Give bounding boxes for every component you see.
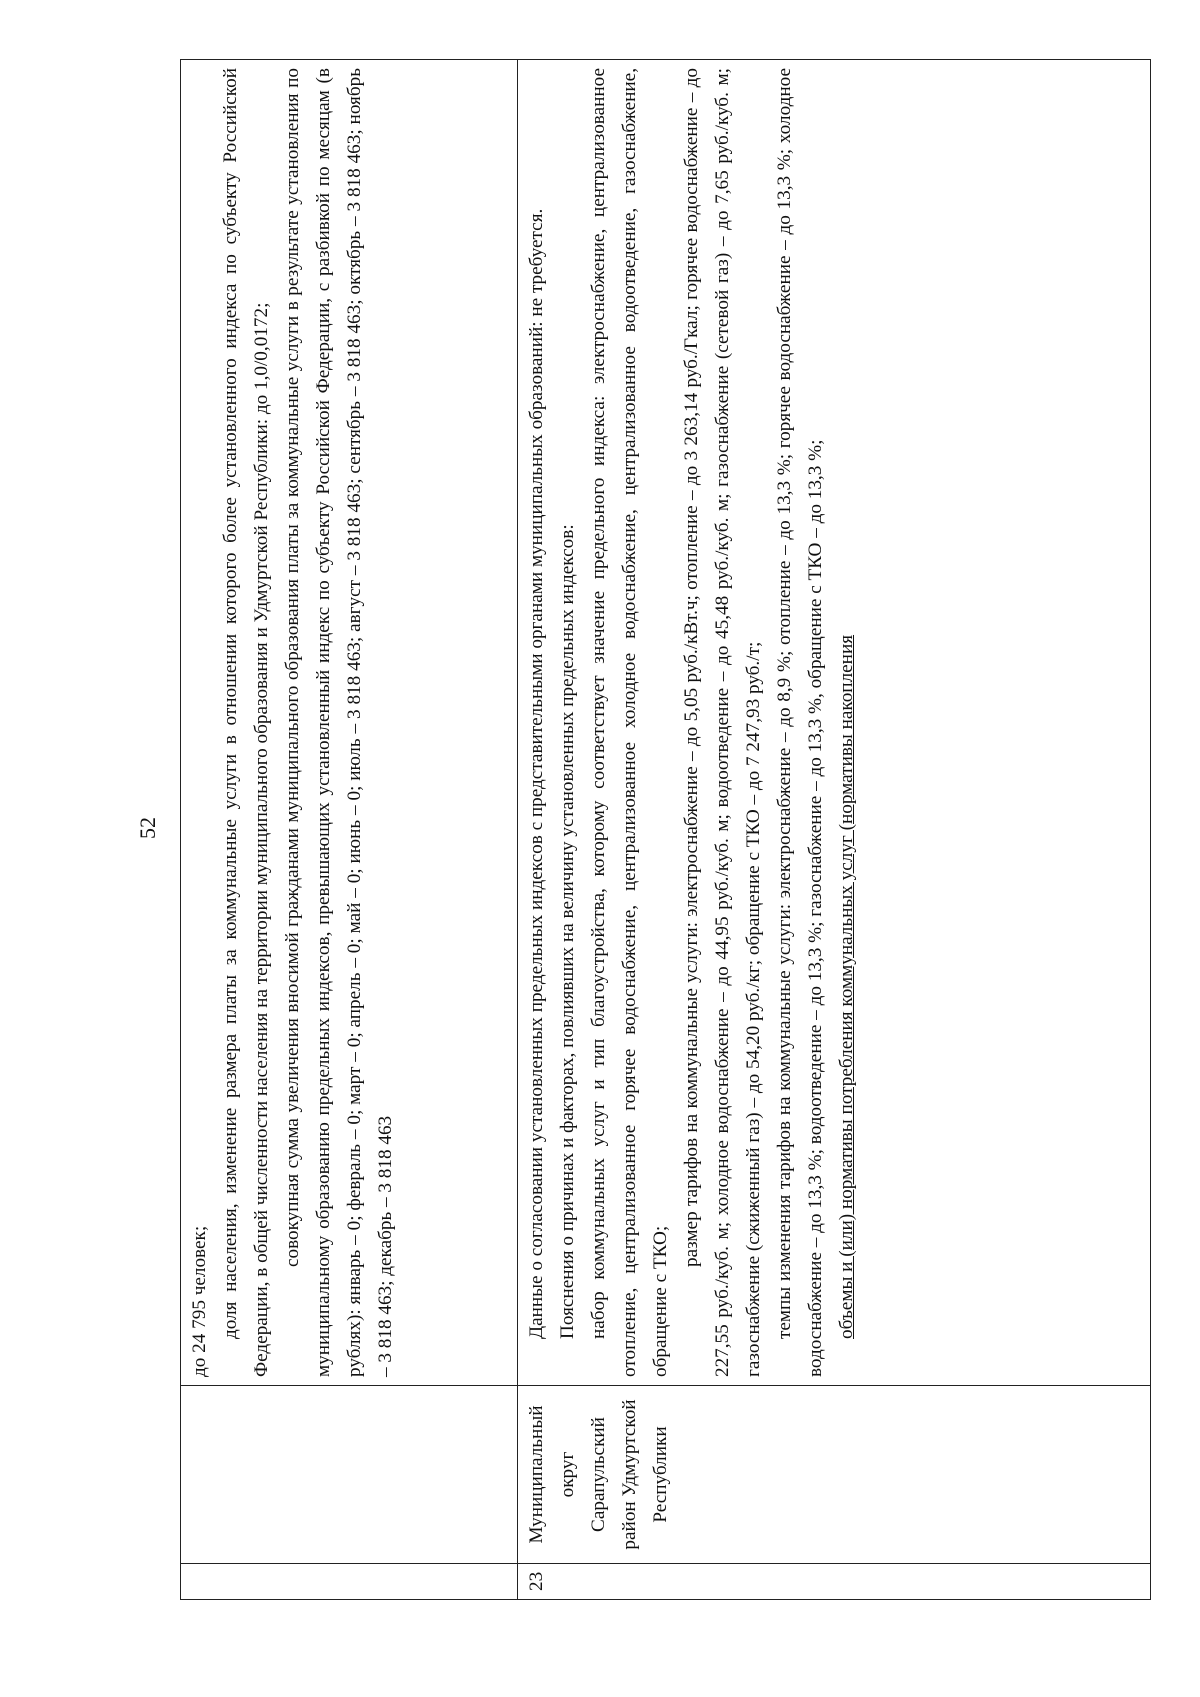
table-row [181,60,518,1600]
paragraph: набор коммунальных услуг и тип благоустройства, которому соответствует значение предельного индекса: электроснабжение, централизованное отопление, централизованное горячее водоснабжение, централизованное холодное водоснабжение, централизованное водоотведение, газоснабжение, обращение с ТКО; [588,68,671,1377]
paragraph: совокупная сумма увеличения вносимой гражданами муниципального образования платы за коммунальные услуги в результате установления по муниципальному образованию предельных индексов, превышающих установленный индекс по субъекту Российской Федерации, с разбивкой по месяцам (в рублях): январь – 0; февраль – 0; март – 0; апрель – 0; май – 0; июнь – 0; июль – 3 818 463; август – 3 818 463; сентябрь – 3 818 463; октябрь – 3 818 463; ноябрь – 3 818 463; декабрь – 3 818 463 [282,68,396,1377]
paragraph: доля населения, изменение размера платы за коммунальные услуги в отношении которого более установленного индекса по субъекту Российской Федерации, в общей численности населения на территории муниципального образования и Удмуртской Республики: до 1,0/0,0172; [220,68,272,1377]
paragraph: Данные о согласовании установленных предельных индексов с представительными органами муниципальных образований: не требуется. [526,208,547,1339]
page-number: 52 [135,817,160,839]
region-cell [181,1386,518,1564]
table-row [518,60,1151,1600]
paragraph: Пояснения о причинах и факторах, повлиявших на величину установленных предельных индексов: [557,524,578,1339]
description-cell [181,60,518,1386]
row-number-cell [181,1564,518,1600]
paragraph: размер тарифов на коммунальные услуги: электроснабжение – до 5,05 руб./кВт.ч; отопление – до 3 263,14 руб./Гкал; горячее водоснабжение – до 227,55 руб./куб. м; холодное водоснабжение – до 44,95 руб./куб. м; водоотведение – до 45,48 руб./куб. м; газоснабжение (сетевой газ) – до 7,65 руб./куб. м; газоснабжение (сжиженный газ) – до 54,20 руб./кг; обращение с ТКО – до 7 247,93 руб./т; [681,68,764,1377]
description-cell [518,60,1151,1386]
paragraph: объемы и (или) нормативы потребления коммунальных услуг (нормативы накопления [836,634,857,1339]
row-number-cell: 23 [518,1564,1151,1600]
paragraph: темпы изменения тарифов на коммунальные услуги: электроснабжение – до 8,9 %; отопление – до 13,3 %; горячее водоснабжение – до 13,3 %; холодное водоснабжение – до 13,3 %; водоотведение – до 13,3 %; газоснабжение – до 13,3 %, обращение с ТКО – до 13,3 %; [774,68,826,1377]
document-table [180,59,1151,1600]
region-cell: Муниципальный округ Сарапульский район Удмуртской Республики [518,1386,1151,1564]
rotated-table-wrapper [180,60,1150,1600]
paragraph: до 24 795 человек; [189,1225,210,1377]
